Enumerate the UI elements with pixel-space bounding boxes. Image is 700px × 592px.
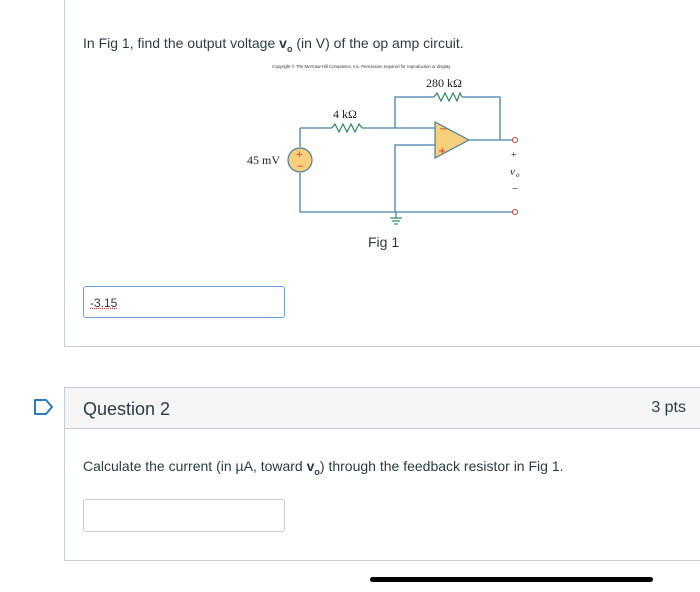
- op-amp-circuit-diagram: [240, 62, 530, 232]
- question-2-text: Calculate the current (in µA, toward $v_o$) through the feedback resistor in Fig 1.: [83, 458, 564, 477]
- svg-text:−: −: [296, 162, 305, 172]
- question-1-text-suffix: (in V) of the op amp circuit.: [292, 35, 464, 51]
- input-resistor-label: 4 kΩ: [333, 107, 357, 121]
- svg-text:−: −: [439, 124, 448, 135]
- home-indicator[interactable]: [370, 577, 653, 582]
- output-terminal-plus-icon: [513, 138, 518, 143]
- output-terminal-minus-icon: [513, 210, 518, 215]
- copyright-notice: Copyright © The McGraw-Hill Companies, Inc. Permission required for reproduction or display: [272, 64, 451, 69]
- question-1-text: [83, 35, 464, 54]
- question-2-title: Question 2: [83, 399, 171, 419]
- circuit-figure: [240, 62, 530, 232]
- input-resistor: [332, 124, 362, 132]
- answer-1-input[interactable]: [83, 286, 285, 318]
- question-2-points: 3 pts: [651, 399, 686, 416]
- ground-icon: [390, 218, 402, 224]
- svg-text:+: +: [511, 150, 517, 161]
- question-2-header: [64, 387, 700, 429]
- question-1-text-prefix: In Fig 1, find the output voltage: [83, 35, 280, 51]
- svg-text:+: +: [295, 150, 304, 160]
- question-2-body: [64, 429, 700, 561]
- answer-1-value: -3.15: [90, 296, 118, 310]
- answer-2-input[interactable]: [83, 499, 285, 532]
- svg-text:−: −: [512, 183, 519, 195]
- svg-text:o: o: [516, 171, 520, 179]
- flag-icon[interactable]: [33, 398, 55, 416]
- feedback-resistor: [434, 93, 462, 101]
- svg-text:+: +: [438, 146, 447, 157]
- output-label: v: [510, 166, 515, 178]
- vo-symbol: $v_o$: [306, 458, 320, 477]
- figure-caption: Fig 1: [368, 234, 400, 250]
- source-label: 45 mV: [247, 153, 280, 167]
- vo-symbol: $v_o$: [279, 35, 293, 54]
- feedback-resistor-label: 280 kΩ: [426, 76, 462, 90]
